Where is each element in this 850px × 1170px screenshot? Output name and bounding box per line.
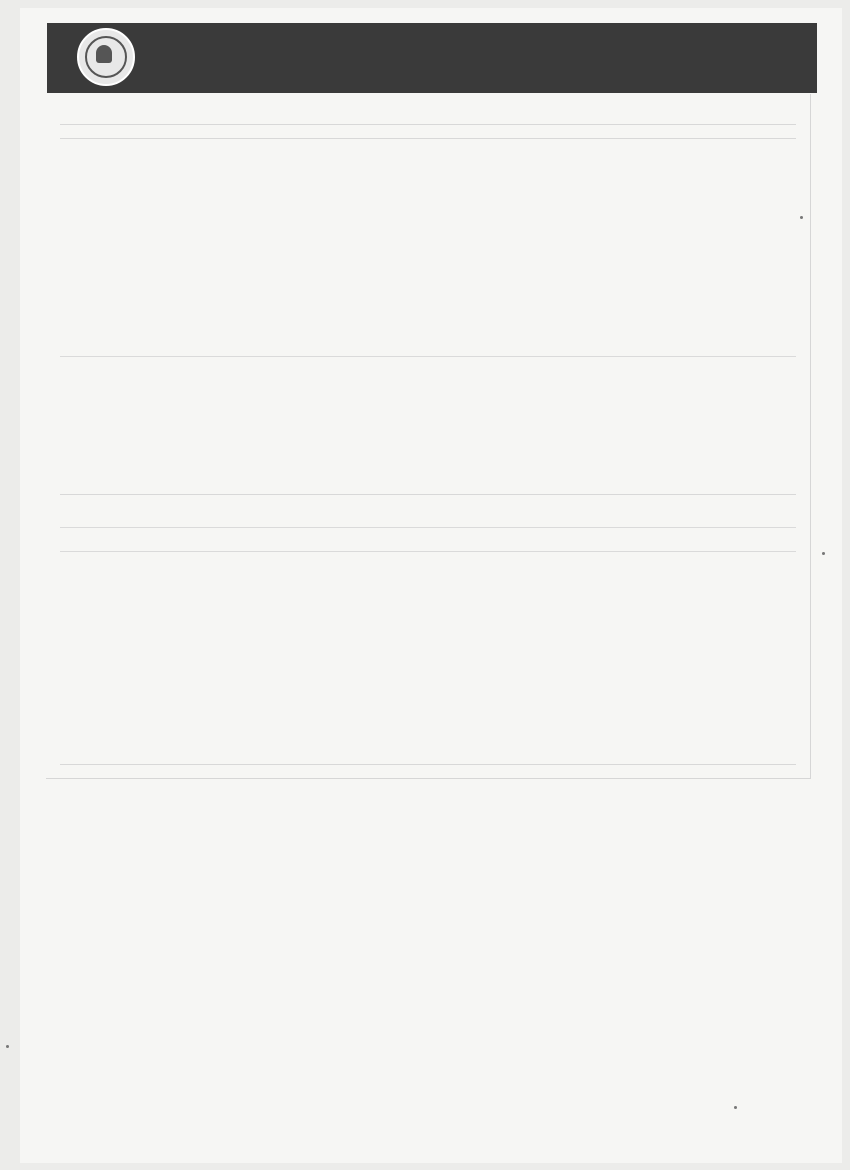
board-header-banner <box>47 23 817 93</box>
result-division-row <box>60 528 796 552</box>
upmsp-seal-icon <box>77 28 135 86</box>
marks-obtained-row <box>60 504 796 528</box>
result-card <box>46 94 811 779</box>
marks-header-row <box>60 332 796 357</box>
